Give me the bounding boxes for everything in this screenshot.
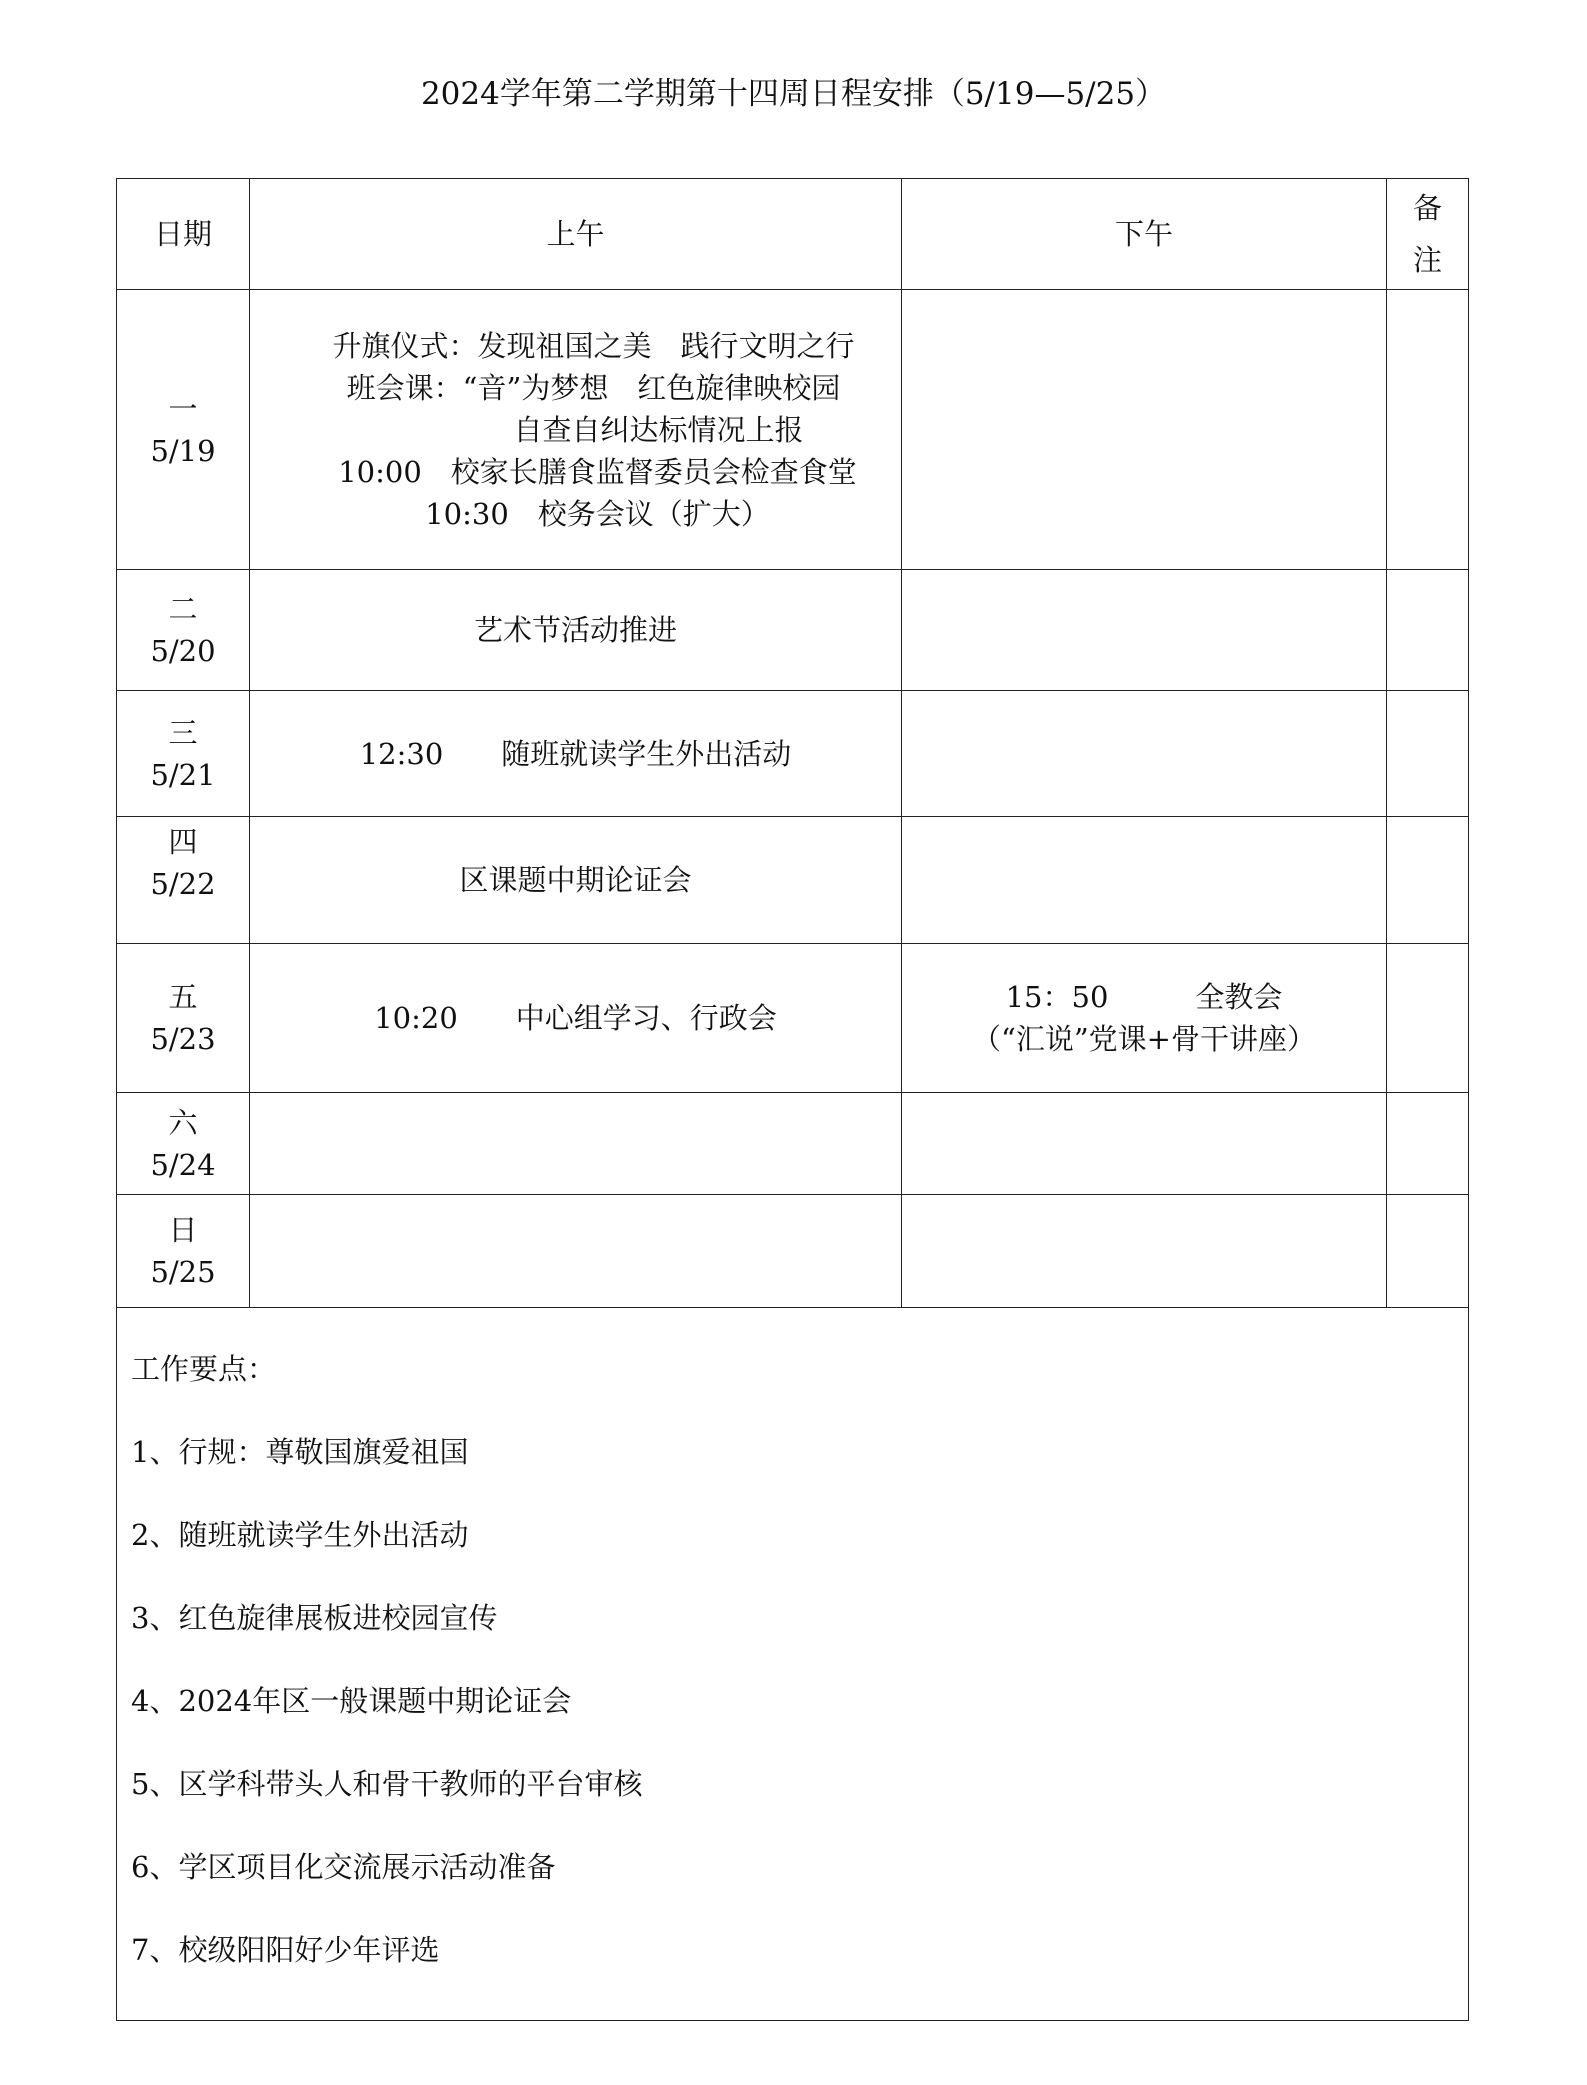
work-points-cell (117, 1308, 1469, 2021)
row-remark-cell (1387, 290, 1469, 570)
table-row (117, 570, 1469, 691)
row-date: 5/20 (150, 634, 216, 668)
row-afternoon-cell (902, 817, 1387, 944)
row-date: 5/21 (150, 757, 216, 792)
table-row (117, 691, 1469, 817)
row-morning-cell (250, 944, 902, 1093)
row-afternoon-cell (902, 1093, 1387, 1195)
row-morning-cell (250, 817, 902, 944)
morning-item: 艺术节活动推进 (473, 613, 677, 647)
schedule-table (116, 178, 1469, 2021)
row-afternoon-cell (902, 944, 1387, 1093)
row-date-cell (117, 1195, 250, 1308)
header-remark-line1: 备 (1412, 191, 1442, 225)
header-remark (1387, 179, 1469, 290)
row-remark-cell (1387, 1195, 1469, 1308)
header-date: 日期 (117, 179, 250, 290)
row-date-cell (117, 570, 250, 691)
row-weekday: 二 (168, 592, 198, 626)
work-point-item: 2、随班就读学生外出活动 (131, 1518, 469, 1552)
row-date: 5/25 (150, 1255, 216, 1289)
row-weekday: 六 (168, 1105, 198, 1140)
header-afternoon: 下午 (902, 179, 1387, 290)
work-point-item: 4、2024年区一般课题中期论证会 (131, 1684, 572, 1718)
afternoon-item: （“汇说”党课+骨干讲座） (972, 1022, 1316, 1056)
row-morning-cell (250, 290, 902, 570)
row-date: 5/23 (150, 1022, 216, 1056)
row-remark-cell (1387, 1093, 1469, 1195)
morning-item: 10:30 校务会议（扩大） (425, 496, 770, 531)
row-remark-cell (1387, 570, 1469, 691)
row-date-cell (117, 944, 250, 1093)
work-points (117, 1308, 1468, 1971)
row-morning-cell (250, 691, 902, 817)
work-points-heading: 工作要点： (131, 1352, 277, 1386)
table-row (117, 944, 1469, 1093)
row-morning-cell (250, 1093, 902, 1195)
work-point-item: 3、红色旋律展板进校园宣传 (131, 1601, 498, 1635)
morning-item: 自查自纠达标情况上报 (513, 412, 804, 447)
morning-item: 班会课：“音”为梦想 红色旋律映校园 (346, 370, 841, 405)
row-weekday: 日 (168, 1213, 198, 1247)
row-afternoon-cell (902, 691, 1387, 817)
afternoon-item: 15：50 全教会 (1005, 980, 1283, 1014)
table-row (117, 290, 1469, 570)
page-title: 2024学年第二学期第十四周日程安排（5/19—5/25） (420, 76, 1167, 112)
row-date-cell (117, 1093, 250, 1195)
table-row (117, 1195, 1469, 1308)
row-date: 5/22 (150, 867, 216, 901)
morning-item: 10:00 校家长膳食监督委员会检查食堂 (338, 454, 857, 489)
row-weekday: 四 (168, 825, 198, 859)
row-date-cell (117, 290, 250, 570)
morning-item: 区课题中期论证会 (459, 863, 692, 897)
table-row (117, 1093, 1469, 1195)
row-date: 5/19 (150, 433, 216, 468)
row-afternoon-cell (902, 1195, 1387, 1308)
row-date-cell (117, 691, 250, 817)
row-afternoon-cell (902, 570, 1387, 691)
row-weekday: 三 (168, 715, 198, 750)
work-point-item: 1、行规：尊敬国旗爱祖国 (131, 1435, 469, 1469)
table-row (117, 817, 1469, 944)
work-points-row (117, 1308, 1469, 2021)
work-point-item: 5、区学科带头人和骨干教师的平台审核 (131, 1767, 643, 1801)
row-remark-cell (1387, 817, 1469, 944)
header-morning: 上午 (250, 179, 902, 290)
work-point-item: 6、学区项目化交流展示活动准备 (131, 1850, 556, 1884)
row-afternoon-cell (902, 290, 1387, 570)
row-weekday: 五 (168, 980, 198, 1014)
row-date: 5/24 (150, 1147, 216, 1182)
morning-item: 12:30 随班就读学生外出活动 (359, 736, 792, 771)
row-remark-cell (1387, 944, 1469, 1093)
row-morning-cell (250, 570, 902, 691)
header-remark-line2: 注 (1412, 243, 1442, 277)
morning-item: 10:20 中心组学习、行政会 (374, 1001, 777, 1035)
row-morning-cell (250, 1195, 902, 1308)
morning-item: 升旗仪式：发现祖国之美 践行文明之行 (332, 328, 855, 363)
row-remark-cell (1387, 691, 1469, 817)
row-weekday: 一 (168, 391, 198, 426)
table-header-row (117, 179, 1469, 290)
work-point-item: 7、校级阳阳好少年评选 (131, 1933, 440, 1967)
row-date-cell (117, 817, 250, 944)
